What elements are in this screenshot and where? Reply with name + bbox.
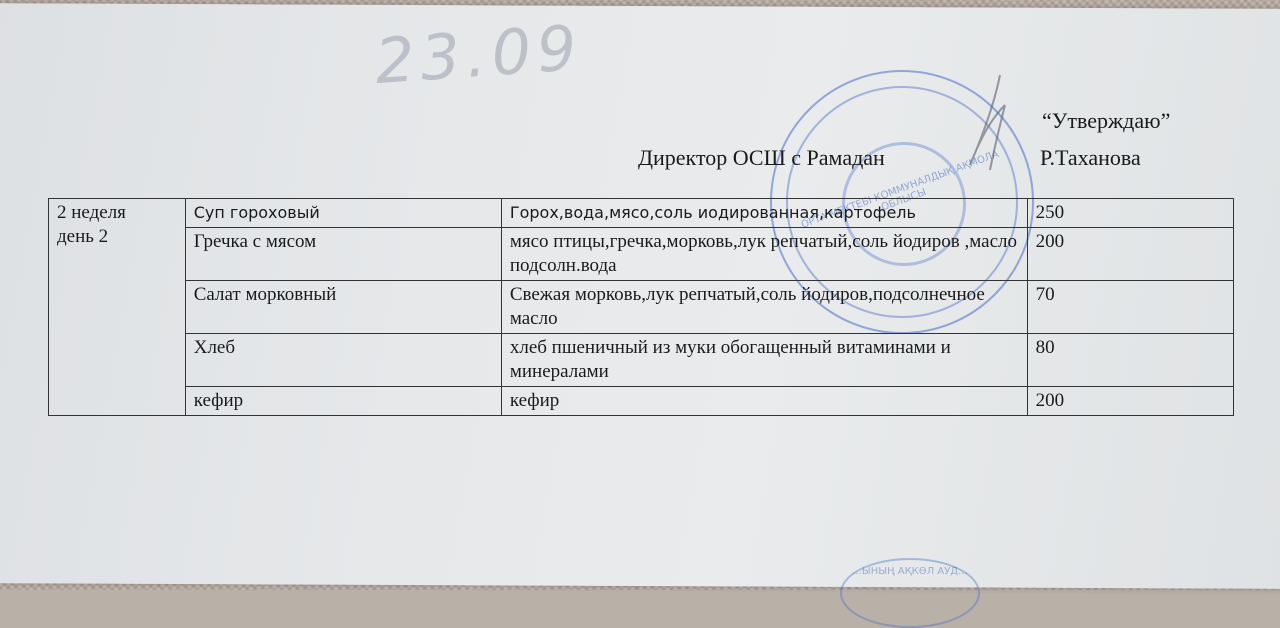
handwritten-date: 23.09 xyxy=(372,10,585,99)
ingredients-cell: мясо птицы,гречка,морковь,лук репчатый,соль йодиров ,масло подсолн.вода xyxy=(501,228,1027,281)
menu-table xyxy=(48,198,1234,416)
table-row xyxy=(49,199,1234,228)
ingredients-cell: хлеб пшеничный из муки обогащенный витаминами и минералами xyxy=(501,334,1027,387)
partial-stamp: ...ЫНЫҢ АҚКӨЛ АУД... xyxy=(840,558,980,628)
dish-cell: Суп гороховый xyxy=(185,199,501,228)
grams-cell: 200 xyxy=(1027,387,1233,416)
table-row xyxy=(49,334,1234,387)
dish-cell: Гречка с мясом xyxy=(185,228,501,281)
grams-cell: 200 xyxy=(1027,228,1233,281)
director-title: Директор ОСШ с Рамадан xyxy=(638,145,885,170)
approver-name: Р.Таханова xyxy=(1040,145,1141,170)
stamp-text: ОРТА МЕКТЕБІ КОММУНАЛДЫҚ АҚМОЛА ОБЛЫСЫ xyxy=(799,148,1001,231)
grams-cell: 80 xyxy=(1027,334,1233,387)
approve-label: “Утверждаю” xyxy=(1042,108,1171,133)
signature-icon xyxy=(955,70,1035,180)
table-row xyxy=(49,281,1234,334)
week-label: 2 неделя xyxy=(57,202,126,223)
dish-cell: кефир xyxy=(185,387,501,416)
dish-cell: Хлеб xyxy=(185,334,501,387)
day-label: день 2 xyxy=(57,226,109,247)
day-label-cell xyxy=(49,199,186,416)
table-row xyxy=(49,387,1234,416)
ingredients-cell: Свежая морковь,лук репчатый,соль йодиров,подсолнечное масло xyxy=(501,281,1027,334)
grams-cell: 250 xyxy=(1027,199,1233,228)
grams-cell: 70 xyxy=(1027,281,1233,334)
ingredients-cell: кефир xyxy=(501,387,1027,416)
dish-cell: Салат морковный xyxy=(185,281,501,334)
table-row xyxy=(49,228,1234,281)
ingredients-cell: Горох,вода,мясо,соль иодированная,картофель xyxy=(501,199,1027,228)
